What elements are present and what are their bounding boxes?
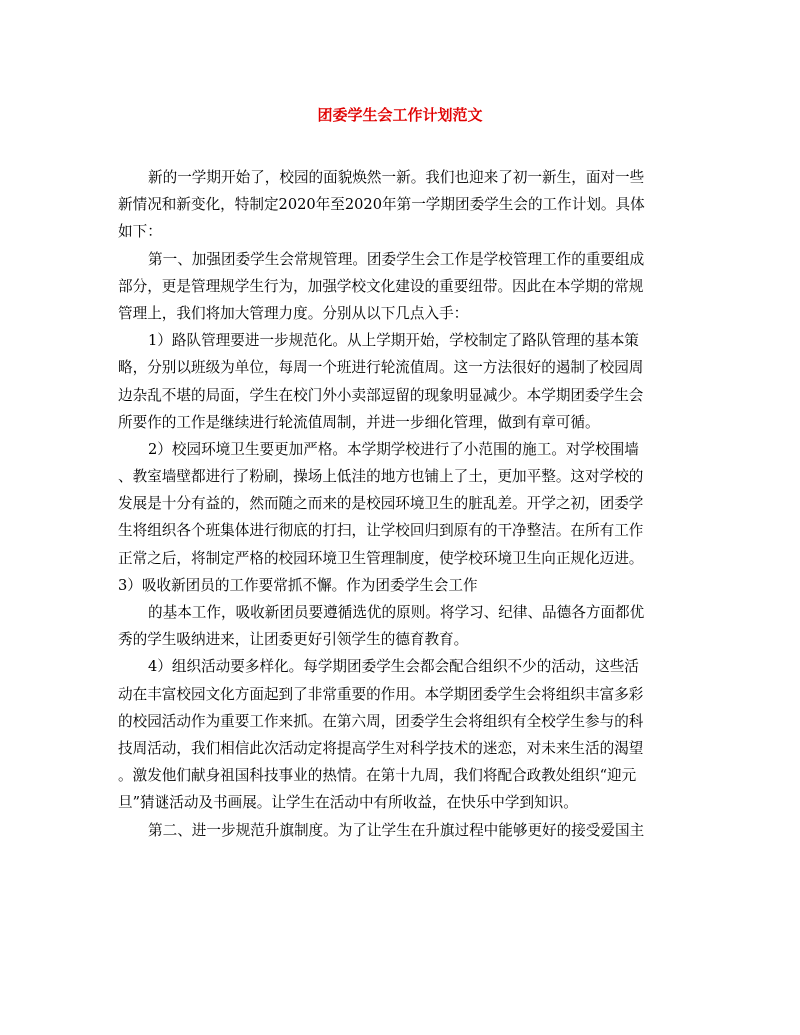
text-line: 发展是十分有益的，然而随之而来的是校园环境卫生的脏乱差。开学之初，团委学 <box>118 495 644 513</box>
text-line: 正常之后，将制定严格的校园环境卫生管理制度，使学校环境卫生向正规化迈进。 <box>118 549 644 567</box>
text-line: 生将组织各个班集体进行彻底的打扫，让学校回归到原有的干净整洁。在所有工作 <box>118 522 644 540</box>
document-body <box>118 164 684 844</box>
text-line: 略，分别以班级为单位，每周一个班进行轮流值周。这一方法很好的遏制了校园周 <box>118 359 644 377</box>
text-line: 的校园活动作为重要工作来抓。在第六周，团委学生会将组织有全校学生参与的科 <box>118 712 644 730</box>
text-line: 动在丰富校园文化方面起到了非常重要的作用。本学期团委学生会将组织丰富多彩 <box>118 685 644 703</box>
document-title: 团委学生会工作计划范文 <box>317 106 483 124</box>
text-line: 4）组织活动要多样化。每学期团委学生会都会配合组织不少的活动，这些活 <box>148 658 639 676</box>
text-line: 2）校园环境卫生要更加严格。本学期学校进行了小范围的施工。对学校围墙 <box>148 440 639 458</box>
text-line: 第二、进一步规范升旗制度。为了让学生在升旗过程中能够更好的接受爱国主 <box>148 821 645 839</box>
text-line: 新的一学期开始了，校园的面貌焕然一新。我们也迎来了初一新生，面对一些 <box>148 169 645 186</box>
text-line: 如下： <box>118 223 162 241</box>
text-line: 管理上，我们将加大管理力度。分别从以下几点入手： <box>118 304 469 322</box>
text-line: 第一、加强团委学生会常规管理。团委学生会工作是学校管理工作的重要组成 <box>148 250 645 268</box>
text-line: 。激发他们献身祖国科技事业的热情。在第十九周，我们将配合政教处组织“迎元 <box>118 767 637 785</box>
text-line: 1）路队管理要进一步规范化。从上学期开始，学校制定了路队管理的基本策 <box>148 332 639 350</box>
text-line: 所要作的工作是继续进行轮流值周制，并进一步细化管理，做到有章可循。 <box>118 413 600 431</box>
text-line: 3）吸收新团员的工作要常抓不懈。作为团委学生会工作 <box>118 576 478 594</box>
text-line: 部分，更是管理规学生行为，加强学校文化建设的重要纽带。因此在本学期的常规 <box>118 277 644 295</box>
text-line: 边杂乱不堪的局面，学生在校门外小卖部逗留的现象明显减少。本学期团委学生会 <box>118 386 644 404</box>
text-line: 秀的学生吸纳进来，让团委更好引领学生的德育教育。 <box>118 631 469 649</box>
text-line: 的基本工作，吸收新团员要遵循选优的原则。将学习、纪律、品德各方面都优 <box>148 604 645 621</box>
text-line: 新情况和新变化，特制定2020年至2020年第一学期团委学生会的工作计划。具体 <box>118 196 645 214</box>
text-line: 旦”猜谜活动及书画展。让学生在活动中有所收益，在快乐中学到知识。 <box>118 794 578 812</box>
text-line: 技周活动，我们相信此次活动定将提高学生对科学技术的迷恋，对未来生活的渴望 <box>118 739 644 757</box>
text-line: 、教室墙壁都进行了粉刷，操场上低洼的地方也铺上了土，更加平整。这对学校的 <box>118 468 644 486</box>
